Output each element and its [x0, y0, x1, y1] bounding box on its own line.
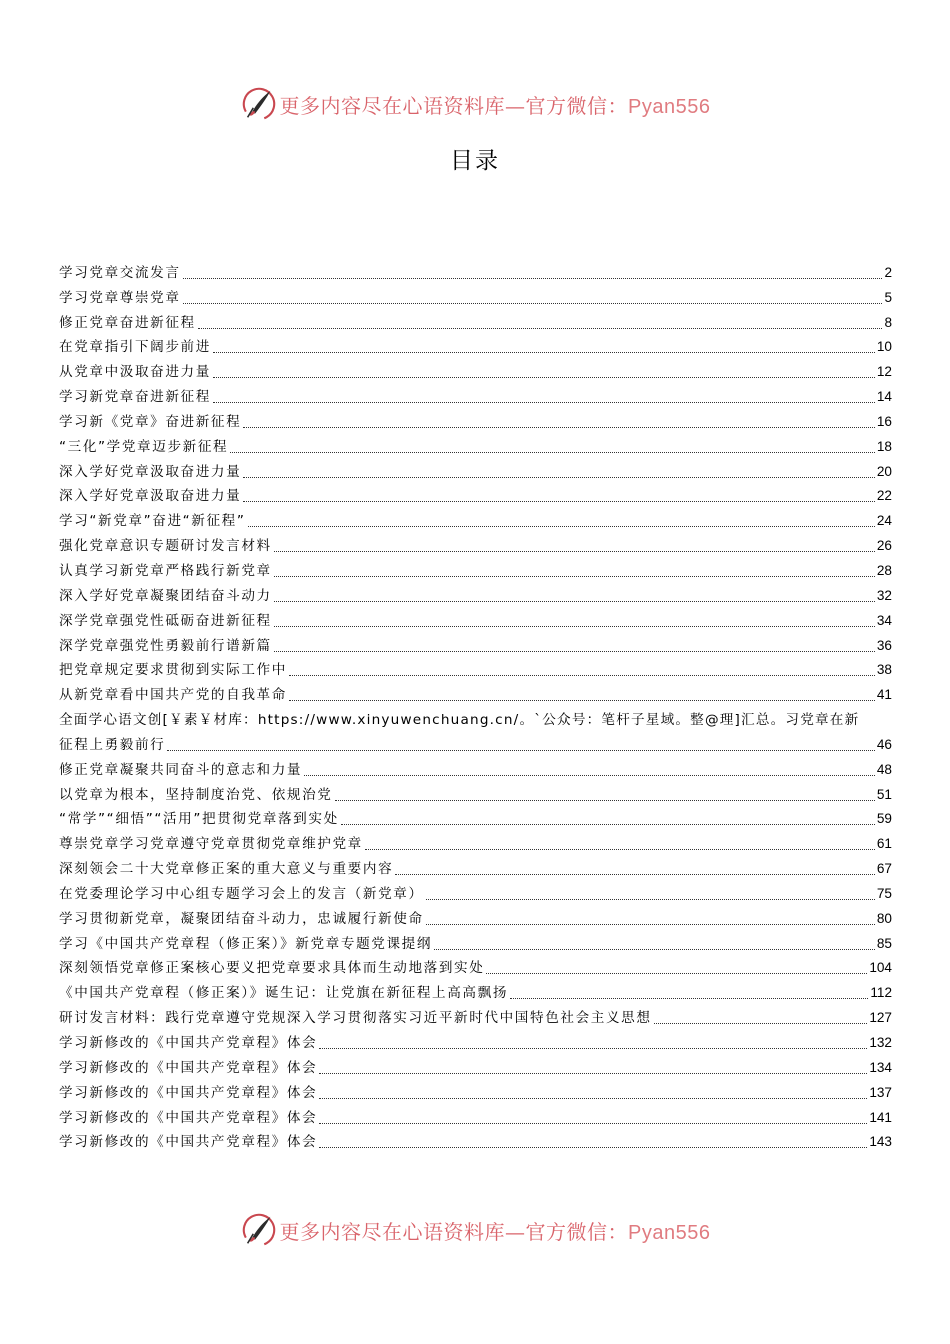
toc-entry[interactable]: [59, 928, 892, 953]
toc-entry[interactable]: [59, 381, 892, 406]
toc-leader-dots: [365, 848, 875, 850]
toc-page-number: 59: [876, 811, 892, 827]
toc-entry-title: 从新党章看中国共产党的自我革命: [59, 687, 287, 704]
banner-label: 更多内容尽在心语资料库—官方微信：: [279, 1219, 629, 1244]
toc-entry-title: 学习新修改的《中国共产党章程》体会: [59, 1084, 318, 1101]
toc-entry[interactable]: [59, 332, 892, 357]
toc-leader-dots: [248, 525, 875, 527]
toc-leader-dots: [319, 1097, 867, 1099]
toc-leader-dots: [274, 650, 875, 652]
toc-entry-title: 强化党章意识专题研讨发言材料: [59, 538, 272, 555]
toc-entry-title: 学习党章交流发言: [59, 264, 181, 281]
toc-leader-dots: [274, 600, 875, 602]
toc-leader-dots: [426, 898, 875, 900]
toc-page-number: 48: [876, 761, 892, 777]
toc-entry-title: 学习党章尊崇党章: [59, 289, 181, 306]
toc-entry[interactable]: [59, 307, 892, 332]
banner-text: [280, 1216, 711, 1245]
toc-leader-dots: [243, 500, 875, 502]
toc-entry-title: 学习《中国共产党章程（修正案）》新党章专题党课提纲: [59, 935, 433, 952]
toc-entry[interactable]: [59, 903, 892, 928]
toc-entry-title: “常学”“细悟”“活用”把贯彻党章落到实处: [59, 811, 339, 828]
toc-leader-dots: [213, 401, 875, 403]
toc-entry[interactable]: [59, 555, 892, 580]
toc-entry-title: 在党委理论学习中心组专题学习会上的发言（新党章）: [59, 885, 424, 902]
toc-leader-dots: [335, 799, 875, 801]
toc-page-number: 28: [876, 562, 892, 578]
toc-entry[interactable]: [59, 1052, 892, 1077]
toc-page-number: 134: [869, 1059, 892, 1075]
toc-page-number: 143: [869, 1134, 892, 1150]
toc-page-number: 38: [876, 662, 892, 678]
toc-leader-dots: [426, 923, 875, 925]
toc-entry-title: 学习新修改的《中国共产党章程》体会: [59, 1109, 318, 1126]
toc-entry[interactable]: [59, 828, 892, 853]
toc-entry[interactable]: [59, 1002, 892, 1027]
toc-leader-dots: [183, 277, 883, 279]
toc-page-number: 112: [870, 985, 892, 1001]
toc-entry-title: 在党章指引下阔步前进: [59, 339, 211, 356]
toc-entry-title: 征程上勇毅前行: [59, 736, 166, 753]
toc-entry[interactable]: [59, 1102, 892, 1127]
toc-leader-dots: [319, 1146, 867, 1148]
toc-entry-title: 深入学好党章凝聚团结奋斗动力: [59, 587, 272, 604]
toc-page-number: 61: [876, 836, 892, 852]
toc-leader-dots: [486, 972, 867, 974]
toc-leader-dots: [274, 575, 875, 577]
toc-page-number: 10: [876, 339, 892, 355]
toc-page-number: 2: [884, 264, 892, 280]
toc-entry-title: 学习“新党章”奋进“新征程”: [59, 513, 246, 530]
toc-entry[interactable]: [59, 356, 892, 381]
toc-leader-dots: [319, 1047, 867, 1049]
toc-page-number: 141: [869, 1109, 892, 1125]
toc-entry-line[interactable]: [59, 704, 892, 729]
toc-entry[interactable]: [59, 878, 892, 903]
toc-leader-dots: [213, 351, 875, 353]
toc-leader-dots: [319, 1122, 867, 1124]
toc-entry[interactable]: [59, 953, 892, 978]
toc-entry-title: 深刻领会二十大党章修正案的重大意义与重要内容: [59, 861, 394, 878]
toc-entry[interactable]: [59, 779, 892, 804]
toc-leader-dots: [395, 873, 875, 875]
brush-logo-icon: [240, 85, 278, 123]
banner-label: 更多内容尽在心语资料库—官方微信：: [279, 93, 629, 118]
toc-page-number: 12: [876, 364, 892, 380]
toc-entry[interactable]: [59, 605, 892, 630]
toc-page-number: 20: [876, 463, 892, 479]
banner-text: [280, 90, 711, 119]
toc-leader-dots: [243, 426, 875, 428]
toc-entry-title: 学习新修改的《中国共产党章程》体会: [59, 1035, 318, 1051]
toc-leader-dots: [289, 699, 875, 701]
toc-page-number: 46: [876, 736, 892, 752]
toc-page-number: 75: [876, 885, 892, 901]
toc-entry[interactable]: [59, 630, 892, 655]
toc-leader-dots: [341, 823, 875, 825]
toc-entry[interactable]: [59, 853, 892, 878]
toc-entry[interactable]: [59, 481, 892, 506]
toc-entry-title: 学习新修改的《中国共产党章程》体会: [59, 1059, 318, 1076]
toc-leader-dots: [167, 749, 875, 751]
toc-entry[interactable]: [59, 530, 892, 555]
toc-leader-dots: [319, 1072, 867, 1074]
toc-leader-dots: [434, 948, 875, 950]
toc-page-number: 41: [876, 687, 892, 703]
toc-page-number: 14: [876, 389, 892, 405]
toc-page-number: 104: [869, 960, 892, 976]
toc-page-number: 36: [876, 637, 892, 653]
toc-leader-dots: [230, 451, 875, 453]
toc-leader-dots: [183, 302, 883, 304]
banner-wechat-id: Pyan556: [628, 1221, 711, 1244]
toc-entry-title: 深入学好党章汲取奋进力量: [59, 463, 242, 480]
toc-leader-dots: [213, 376, 875, 378]
toc-entry-title: 学习新党章奋进新征程: [59, 389, 211, 406]
header-banner: [0, 82, 950, 126]
toc-entry-title: 研讨发言材料：践行党章遵守党规深入学习贯彻落实习近平新时代中国特色社会主义思想: [59, 1010, 652, 1027]
toc-entry[interactable]: [59, 580, 892, 605]
toc-entry-title: 深入学好党章汲取奋进力量: [59, 488, 242, 505]
toc-entry[interactable]: [59, 257, 892, 282]
toc-page-number: 67: [876, 861, 892, 877]
toc-entry[interactable]: [59, 729, 892, 754]
toc-entry[interactable]: [59, 282, 892, 307]
toc-entry-title: 全面学心语文创[￥素￥材库：https://www.xinyuwenchuang.cn/。`公众号：笔杆子星域。整@理]汇总。习党章在新: [59, 712, 860, 729]
toc-page-number: 16: [876, 413, 892, 429]
footer-banner: [0, 1208, 950, 1252]
toc-page-number: 24: [876, 513, 892, 529]
toc-page-number: 127: [869, 1010, 892, 1026]
toc-entry-title: 学习新《党章》奋进新征程: [59, 413, 242, 430]
toc-entry-title: 修正党章奋进新征程: [59, 314, 196, 331]
toc-leader-dots: [243, 476, 875, 478]
toc-leader-dots: [510, 997, 868, 999]
toc-leader-dots: [289, 674, 875, 676]
toc-leader-dots: [274, 625, 875, 627]
toc-entry-title: 从党章中汲取奋进力量: [59, 364, 211, 381]
toc-page-number: 32: [876, 587, 892, 603]
toc-entry-title: 深刻领悟党章修正案核心要义把党章要求具体而生动地落到实处: [59, 960, 485, 977]
toc-entry[interactable]: [59, 754, 892, 779]
toc-leader-dots: [654, 1022, 868, 1024]
toc-entry-title: “三化”学党章迈步新征程: [59, 438, 229, 455]
toc-page-number: 26: [876, 538, 892, 554]
toc-entry[interactable]: [59, 655, 892, 680]
toc-entry-title: 把党章规定要求贯彻到实际工作中: [59, 662, 287, 679]
toc-page-number: 85: [876, 935, 892, 951]
toc-page-number: 51: [876, 786, 892, 802]
toc-entry-title: 认真学习新党章严格践行新党章: [59, 562, 272, 579]
toc-entry[interactable]: [59, 406, 892, 431]
toc-entry[interactable]: [59, 1077, 892, 1102]
toc-entry-title: 深学党章强党性砥砺奋进新征程: [59, 612, 272, 629]
toc-page-number: 137: [869, 1084, 892, 1100]
toc-page-number: 132: [869, 1035, 892, 1050]
toc-leader-dots: [274, 550, 875, 552]
toc-entry[interactable]: [59, 456, 892, 481]
page-title: 目录: [450, 148, 500, 174]
toc-entry-title: 以党章为根本，坚持制度治党、依规治党: [59, 786, 333, 803]
toc-page-number: 5: [884, 289, 892, 305]
toc-entry[interactable]: [59, 505, 892, 530]
toc-entry[interactable]: [59, 804, 892, 829]
banner-wechat-id: Pyan556: [628, 95, 711, 118]
toc-entry-title: 《中国共产党章程（修正案）》诞生记：让党旗在新征程上高高飘扬: [59, 985, 509, 1002]
toc-leader-dots: [198, 327, 883, 329]
toc-entry-title: 学习新修改的《中国共产党章程》体会: [59, 1134, 318, 1151]
brush-logo-icon: [240, 1211, 278, 1249]
toc-page-number: 34: [876, 612, 892, 628]
toc-entry[interactable]: [59, 1027, 892, 1052]
toc-entry-title: 修正党章凝聚共同奋斗的意志和力量: [59, 761, 303, 778]
toc-entry[interactable]: [59, 679, 892, 704]
table-of-contents: [59, 257, 892, 1151]
toc-page-number: 18: [876, 438, 892, 454]
toc-entry-title: 学习贯彻新党章，凝聚团结奋斗动力，忠诚履行新使命: [59, 910, 424, 927]
toc-leader-dots: [304, 774, 875, 776]
toc-entry-title: 尊崇党章学习党章遵守党章贯彻党章维护党章: [59, 836, 363, 853]
toc-page-number: 22: [876, 488, 892, 504]
toc-entry[interactable]: [59, 977, 892, 1002]
toc-entry[interactable]: [59, 431, 892, 456]
toc-page-number: 8: [884, 314, 892, 330]
toc-page-number: 80: [876, 910, 892, 926]
toc-entry[interactable]: [59, 1127, 892, 1152]
toc-entry-title: 深学党章强党性勇毅前行谱新篇: [59, 637, 272, 654]
